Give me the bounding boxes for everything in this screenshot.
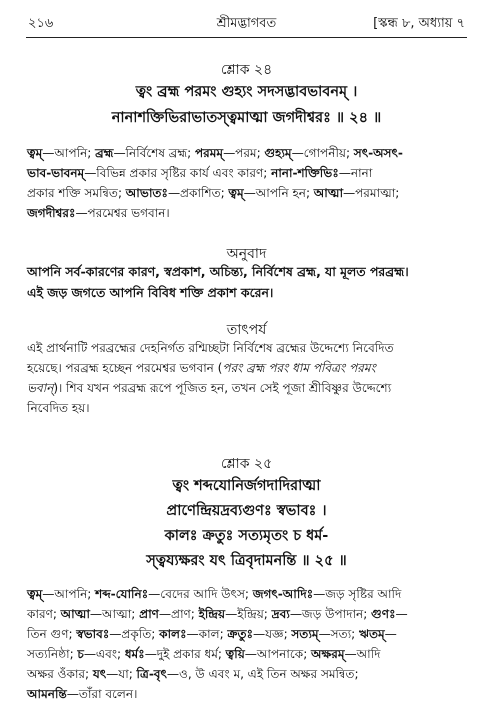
sloka-25-synonyms-line-2 — [27, 606, 408, 626]
sloka-25-verse-line-1: ত্বং শব্দযোনির্জগদাদিরাত্মা — [172, 478, 321, 494]
sloka-24-purport-line-1: এই প্রার্থনাটি পরব্রহ্মের দেহনির্গত রশ্মিচ্ছটা নির্বিশেষ ব্রহ্মের উদ্দেশ্যে নিবেদিত — [27, 341, 394, 355]
synonym-gloss: —পরমেশ্বর ভগবান। — [75, 206, 170, 220]
synonym-term: স্বভাবঃ — [76, 627, 110, 641]
synonym-gloss: —কাল; — [186, 627, 228, 641]
header-rule — [26, 37, 467, 38]
synonym-term: ভাব-ভাবনম্ — [27, 166, 85, 180]
synonym-term: গুণঃ — [370, 607, 396, 621]
synonym-term: আত্মা — [60, 607, 90, 621]
sloka-24-heading: শ্লোক ২৪ — [220, 62, 273, 78]
synonym-gloss: —এবং; — [83, 647, 125, 661]
synonym-term: সৎ-অসৎ- — [353, 146, 403, 160]
synonym-gloss: —বেদের আদি উৎস; — [148, 587, 253, 601]
sloka-24-purport-line-4: নিবেদিত হয়। — [27, 401, 90, 415]
sloka-24-synonyms-line-3 — [27, 185, 399, 205]
page-number: ২১৬ — [28, 16, 54, 31]
synonym-term: শব্দ-যোনিঃ — [95, 587, 149, 601]
synonym-term: দ্রব্য — [271, 607, 290, 621]
synonym-term: ব্রহ্ম — [95, 146, 114, 160]
book-title: শ্রীমদ্ভাগবত — [216, 16, 277, 31]
purport-quote-end: ভবান্ — [27, 381, 54, 395]
chapter-reference: [স্কন্ধ ৮, অধ্যায় ৭ — [373, 16, 465, 31]
sloka-24-verse-line-1: ত্বং ব্রহ্ম পরমং গুহ্যং সদসদ্ভাবভাবনম্ । — [135, 84, 358, 100]
synonym-gloss: —বিভিন্ন প্রকার সৃষ্টির কার্য এবং কারণ; — [84, 166, 272, 180]
synonym-gloss: —প্রাণ; — [158, 607, 199, 621]
synonym-gloss: —জড় উপাদান; — [289, 607, 371, 621]
synonym-gloss: —প্রকাশিত; — [167, 186, 229, 200]
synonym-gloss: —যজ্ঞ; — [253, 627, 292, 641]
synonym-gloss: —গোপনীয়; — [291, 146, 354, 160]
sloka-24-translation-line-1: আপনি সর্ব-কারণের কারণ, স্বপ্রকাশ, অচিন্ত্য, নির্বিশেষ ব্রহ্ম, যা মূলত পরব্রহ্ম। — [27, 264, 409, 279]
sloka-24-synonyms-line-2 — [27, 165, 372, 185]
sloka-24-purport-heading: তাৎপর্য — [226, 322, 267, 338]
synonym-gloss: সত্যনিষ্ঠা; — [27, 647, 78, 661]
synonym-gloss: —আপনাকে; — [244, 647, 311, 661]
synonym-gloss: —আদি — [344, 647, 381, 661]
synonym-gloss: —আপনি; — [42, 146, 96, 160]
synonym-term: ত্বম্ — [228, 186, 244, 200]
synonym-term: জগদীশ্বরঃ — [27, 206, 76, 220]
synonym-term: ত্বয়ি — [225, 647, 245, 661]
synonym-gloss: —ও, উ এবং ম, এই তিন অক্ষর সমন্বিত; — [166, 667, 359, 681]
synonym-term: জগৎ-আদিঃ — [252, 587, 314, 601]
sloka-24-translation-heading: অনুবাদ — [226, 246, 267, 262]
sloka-24-verse-line-2: নানাশক্তিভিরাভাতস্ত্বমাত্মা জগদীশ্বরঃ ॥ ২৪ ॥ — [111, 110, 382, 126]
synonym-term: ধর্মঃ — [124, 647, 145, 661]
purport-quote: পরং ব্রহ্ম পরং ধাম পবিত্রং পরমং — [222, 361, 376, 375]
synonym-gloss: প্রকার শক্তি সমন্বিত; — [27, 186, 126, 200]
synonym-gloss: —তাঁরা বলেন। — [66, 687, 138, 701]
synonym-term: চ — [77, 647, 84, 661]
sloka-25-synonyms-line-5 — [27, 666, 358, 686]
synonym-gloss: —নির্বিশেষ ব্রহ্ম; — [113, 146, 195, 160]
synonym-term: আমনন্তি — [27, 687, 67, 701]
synonym-term: সত্যম্ — [291, 627, 319, 641]
sloka-25-synonyms-line-3 — [27, 626, 397, 646]
synonym-term: পরমম্ — [194, 146, 224, 160]
synonym-term: প্রাণ — [139, 607, 159, 621]
sloka-25-verse-line-2: প্রাণেন্দ্রিয়দ্রব্যগুণঃ স্বভাবঃ । — [166, 503, 327, 519]
synonym-term: আত্মা — [313, 186, 344, 200]
sloka-24-synonyms-line-1 — [27, 145, 403, 165]
synonym-gloss: —প্রকৃতি; — [109, 627, 160, 641]
synonym-gloss: —দুই প্রকার ধর্ম; — [144, 647, 226, 661]
synonym-term: কালঃ — [159, 627, 187, 641]
sloka-24-purport-line-3: ভবান্)। শিব যখন পরব্রহ্ম রূপে পূজিত হন, তখন সেই পূজা শ্রীবিষ্ণুর উদ্দেশ্যে — [27, 381, 392, 395]
synonym-gloss: —পরমাত্মা; — [343, 186, 400, 200]
sloka-24-synonyms-line-4 — [27, 205, 170, 225]
synonym-term: ত্বম্ — [27, 146, 43, 160]
synonym-gloss: —ইন্দ্রিয়; — [225, 607, 272, 621]
synonym-term: নানা-শক্তিভিঃ — [271, 166, 339, 180]
sloka-25-heading: শ্লোক ২৫ — [220, 456, 273, 472]
synonym-gloss: —সত্য; — [318, 627, 359, 641]
sloka-24-purport-line-2: হয়েছে। পরব্রহ্ম হচ্ছেন পরমেশ্বর ভগবান (পরং ব্রহ্ম পরং ধাম পবিত্রং পরমং — [27, 361, 376, 375]
synonym-term: যৎ — [92, 667, 107, 681]
synonym-term: ঋতম্ — [358, 627, 385, 641]
synonym-term: গুহ্যম্ — [264, 146, 292, 160]
synonym-gloss: তিন গুণ; — [27, 627, 77, 641]
synonym-term: অক্ষরম্ — [310, 647, 345, 661]
sloka-25-synonyms-line-1 — [27, 586, 401, 606]
synonym-term: ত্বম্ — [27, 587, 43, 601]
sloka-25-synonyms-line-6 — [27, 686, 137, 706]
synonym-term: ক্রতুঃ — [227, 627, 253, 641]
synonym-term: ইন্দ্রিয় — [198, 607, 226, 621]
running-header — [28, 14, 465, 36]
synonym-gloss: —জড় সৃষ্টির আদি — [313, 587, 402, 601]
sloka-25-verse-line-3: কালঃ ক্রতুঃ সত্যমৃতং চ ধর্ম- — [164, 528, 329, 544]
synonym-term: আভাতঃ — [125, 186, 168, 200]
synonym-gloss: — — [395, 607, 408, 621]
synonym-gloss: অক্ষর ওঁকার; — [27, 667, 93, 681]
sloka-24-translation-line-2: এই জড় জগতে আপনি বিবিধ শক্তি প্রকাশ করেন। — [27, 285, 274, 300]
synonym-term: ত্রি-বৃৎ — [136, 667, 167, 681]
synonym-gloss: —নানা — [338, 166, 373, 180]
synonym-gloss: —আপনি; — [42, 587, 96, 601]
sloka-25-verse-line-4: স্ত্বয্যক্ষরং যৎ ত্রিবৃদামনন্তি ॥ ২৫ ॥ — [146, 553, 347, 569]
synonym-gloss: —যা; — [106, 667, 137, 681]
synonym-gloss: —আত্মা; — [89, 607, 140, 621]
synonym-gloss: — — [384, 627, 397, 641]
synonym-gloss: কারণ; — [27, 607, 61, 621]
sloka-25-synonyms-line-4 — [27, 646, 380, 666]
synonym-gloss: —আপনি হন; — [243, 186, 314, 200]
synonym-gloss: —পরম; — [223, 146, 265, 160]
